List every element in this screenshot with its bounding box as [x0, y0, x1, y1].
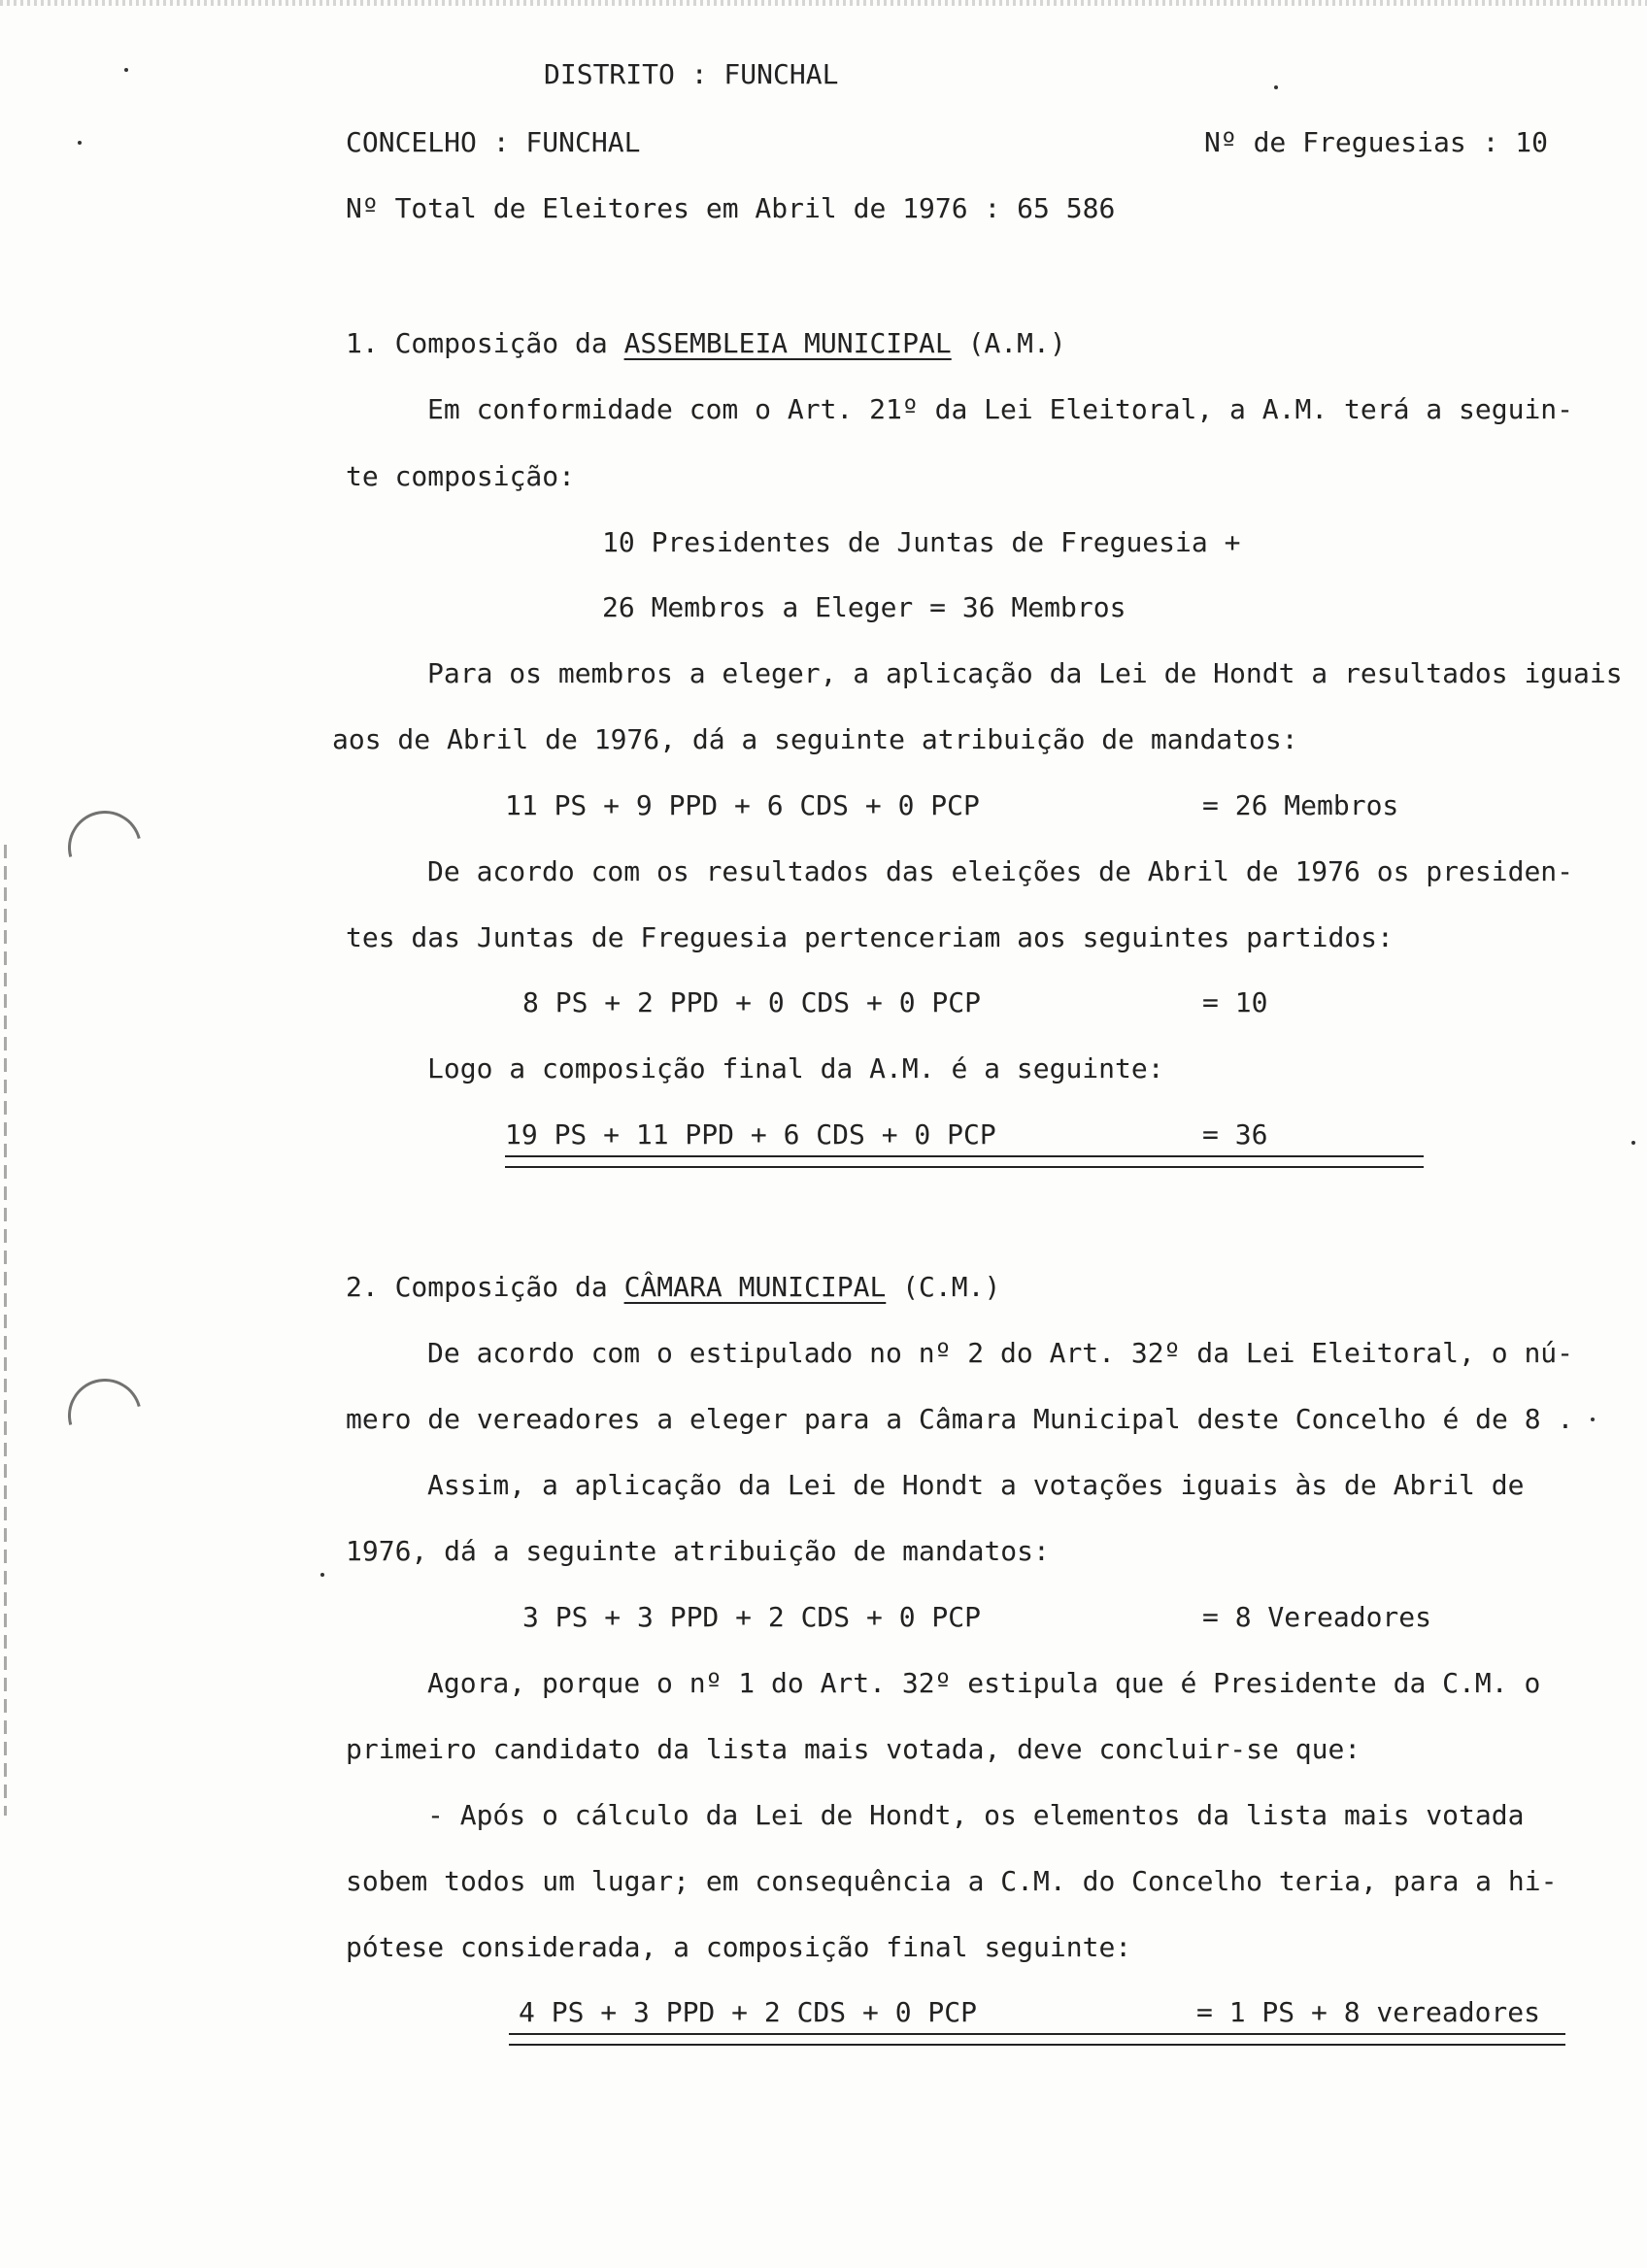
section2-paragraph: mero de vereadores a eleger para a Câmara Municipal deste Concelho é de 8 . — [346, 1403, 1574, 1435]
section2-paragraph: primeiro candidato da lista mais votada, deve concluir-se que: — [346, 1733, 1361, 1765]
punch-hole-mark — [54, 1365, 155, 1466]
section1-number: 1. Composição da — [346, 327, 624, 359]
section1-paragraph: aos de Abril de 1976, dá a seguinte atribuição de mandatos: — [332, 723, 1298, 755]
section2-paragraph: - Após o cálculo da Lei de Hondt, os elementos da lista mais votada — [427, 1799, 1525, 1831]
distrito-line: DISTRITO : FUNCHAL — [544, 58, 839, 90]
composition-line: 10 Presidentes de Juntas de Freguesia + — [602, 526, 1241, 558]
final-result: = 36 — [1202, 1118, 1268, 1151]
section2-paragraph: De acordo com o estipulado no nº 2 do Art. 32º da Lei Eleitoral, o nú- — [427, 1337, 1574, 1369]
section1-paragraph: te composição: — [346, 460, 576, 492]
section2-paragraph: sobem todos um lugar; em consequência a C.M. do Concelho teria, para a hi- — [346, 1865, 1558, 1897]
underline-rule — [505, 1166, 1424, 1168]
scan-speck — [1274, 85, 1278, 89]
mandates-formula: 11 PS + 9 PPD + 6 CDS + 0 PCP — [505, 789, 980, 821]
underline-rule — [505, 1155, 1424, 1157]
section2-paragraph: pótese considerada, a composição final seguinte: — [346, 1931, 1132, 1963]
composition-line: 26 Membros a Eleger = 36 Membros — [602, 591, 1126, 623]
mandates-formula: 8 PS + 2 PPD + 0 CDS + 0 PCP — [522, 986, 982, 1018]
section2-paragraph: Assim, a aplicação da Lei de Hondt a votações iguais às de Abril de — [427, 1469, 1525, 1501]
section2-abbr: (C.M.) — [886, 1271, 1001, 1303]
mandates-result: = 8 Vereadores — [1202, 1601, 1432, 1633]
freguesias-line: Nº de Freguesias : 10 — [1204, 126, 1549, 158]
section1-heading — [346, 327, 1066, 360]
scan-top-edge — [0, 0, 1647, 6]
punch-hole-mark — [54, 797, 155, 898]
scan-speck — [78, 141, 82, 145]
final-formula: 19 PS + 11 PPD + 6 CDS + 0 PCP — [505, 1118, 996, 1151]
underline-rule — [509, 2044, 1565, 2046]
mandates-result: = 10 — [1202, 986, 1268, 1018]
eleitores-line: Nº Total de Eleitores em Abril de 1976 : 65 586 — [346, 192, 1116, 224]
scan-speck — [1591, 1418, 1595, 1421]
section2-paragraph: 1976, dá a seguinte atribuição de mandatos: — [346, 1535, 1050, 1567]
section2-title: CÂMARA MUNICIPAL — [623, 1271, 887, 1303]
section2-number: 2. Composição da — [346, 1271, 624, 1303]
section1-paragraph: Logo a composição final da A.M. é a seguinte: — [427, 1052, 1164, 1084]
section1-paragraph: tes das Juntas de Freguesia pertenceriam aos seguintes partidos: — [346, 921, 1394, 953]
mandates-result: = 26 Membros — [1202, 789, 1399, 821]
section1-paragraph: Para os membros a eleger, a aplicação da Lei de Hondt a resultados iguais — [427, 657, 1623, 689]
underline-rule — [509, 2033, 1565, 2035]
section2-paragraph: Agora, porque o nº 1 do Art. 32º estipula que é Presidente da C.M. o — [427, 1667, 1541, 1699]
section2-heading — [346, 1271, 1000, 1304]
final-result: = 1 PS + 8 vereadores — [1196, 1996, 1541, 2028]
concelho-line: CONCELHO : FUNCHAL — [346, 126, 641, 158]
mandates-formula: 3 PS + 3 PPD + 2 CDS + 0 PCP — [522, 1601, 982, 1633]
final-formula: 4 PS + 3 PPD + 2 CDS + 0 PCP — [519, 1996, 978, 2028]
scan-speck — [1631, 1141, 1635, 1145]
section1-abbr: (A.M.) — [951, 327, 1066, 359]
section1-paragraph: Em conformidade com o Art. 21º da Lei Eleitoral, a A.M. terá a seguin- — [427, 393, 1574, 425]
scan-speck — [124, 68, 128, 72]
section1-title: ASSEMBLEIA MUNICIPAL — [623, 327, 952, 359]
scan-left-edge — [4, 845, 7, 1816]
section1-paragraph: De acordo com os resultados das eleições de Abril de 1976 os presiden- — [427, 855, 1574, 887]
scan-speck — [320, 1573, 324, 1577]
